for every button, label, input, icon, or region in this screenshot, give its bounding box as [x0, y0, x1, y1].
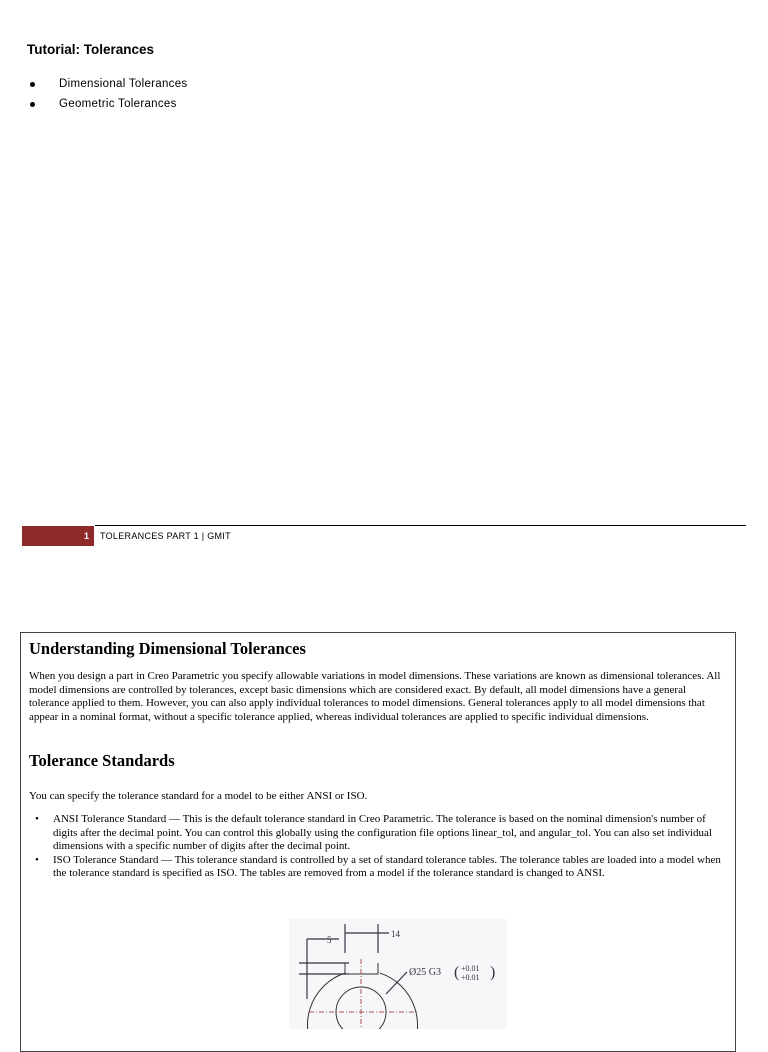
svg-text:): ): [490, 964, 496, 981]
standards-intro: You can specify the tolerance standard for a model to be either ANSI or ISO.: [29, 790, 368, 802]
bullet-icon: [30, 102, 35, 107]
bullet-icon: [30, 82, 35, 87]
document-page-2: [20, 632, 736, 1052]
page-number: 1: [22, 526, 94, 546]
toc-link-dimensional[interactable]: Dimensional Tolerances: [59, 78, 188, 90]
dimension-label: 5: [327, 935, 332, 945]
tolerance-diagram: [289, 919, 509, 1029]
footer-text: TOLERANCES PART 1 | GMIT: [100, 531, 231, 541]
dimension-label: 14: [391, 929, 400, 939]
standards-list: [29, 813, 727, 881]
diameter-label: Ø25 G3: [409, 967, 441, 978]
toc-item[interactable]: [28, 74, 187, 94]
list-item: • ISO Tolerance Standard — This tolerance standard is controlled by a set of standard tolerance tables. The tolerance tables are loaded into a model when the tolerance standard is specified as ISO. The tables are removed from a model if the tolerance standard is changed to ANSI.: [29, 854, 727, 881]
toc-link-geometric[interactable]: Geometric Tolerances: [59, 98, 177, 110]
svg-text:(: (: [454, 964, 460, 981]
document-title: Tutorial: Tolerances: [27, 42, 155, 57]
intro-paragraph: When you design a part in Creo Parametric you specify allowable variations in model dimensions. These variations are known as dimensional tolerances. All model dimensions are controlled by tolerances, except basic dimensions which are considered exact. By default, all model dimensions have a general tolerance applied to them. However, you can also apply individual tolerances to model dimensions. General tolerances apply to all model dimensions that appear in a nominal format, without a specific tolerance applied, whereas individual tolerances are applied to specific individual dimensions.: [29, 670, 721, 723]
tolerance-upper: +0.01: [461, 964, 480, 973]
list-item: • ANSI Tolerance Standard — This is the default tolerance standard in Creo Parametric. The tolerance is based on the nominal dimension's number of digits after the decimal point. You can control this globally using the configuration file options linear_tol, and angular_tol. You can also set individual dimensions with a specific number of digits after the decimal point.: [29, 813, 727, 854]
section-heading: Understanding Dimensional Tolerances: [29, 639, 306, 658]
toc-item[interactable]: [28, 94, 187, 114]
tolerance-lower: +0.01: [461, 973, 480, 982]
subsection-heading: Tolerance Standards: [29, 751, 175, 770]
table-of-contents: [28, 74, 187, 114]
